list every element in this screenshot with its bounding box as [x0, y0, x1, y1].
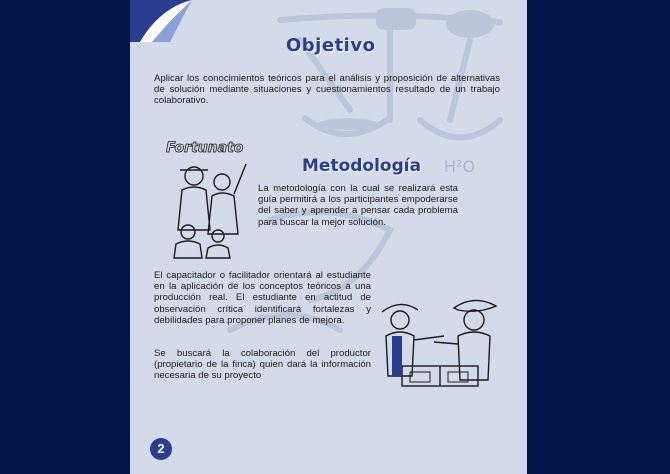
trainer-paragraph: El capacitador o facilitador orientará al estudiante en la aplicación de los conceptos teóricos a una producción real. El estudiante en actitud de observación crítica identificará fortalezas y debilidades para proponer planes de mejora. [154, 270, 371, 326]
page-number-badge: 2 [150, 438, 172, 460]
fortunato-illustration [164, 134, 252, 260]
document-page [130, 0, 527, 474]
h2o-label: H²O [444, 157, 476, 176]
collaboration-illustration [378, 296, 502, 392]
methodology-title: Metodología [302, 156, 422, 176]
producer-paragraph: Se buscará la colaboración del productor (propietario de la finca) quien dará la información necesaria de su proyecto [154, 348, 371, 382]
page-curl-icon [130, 0, 192, 42]
fortunato-label: Fortunato [166, 140, 244, 156]
objective-title: Objetivo [286, 35, 376, 56]
methodology-intro: La metodología con la cual se realizará esta guía permitirá a los participantes empoderarse del saber y aprender a pensar cada problema para buscar la mejor solución. [258, 183, 458, 228]
objective-text: Aplicar los conocimientos teóricos para el análisis y proposición de alternativas de solución mediante situaciones y cuestionamientos resultado de un trabajo colaborativo. [154, 73, 500, 107]
